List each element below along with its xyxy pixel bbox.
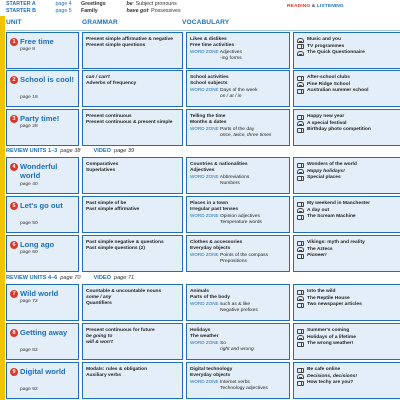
word-zone-item: Temperature words	[220, 220, 262, 225]
unit-row	[6, 323, 400, 360]
unit-page: page 40	[20, 182, 38, 187]
reading-listening-title: TV programmes	[307, 43, 345, 49]
vocabulary-list	[190, 240, 287, 265]
unit-title: Wild world	[20, 289, 59, 298]
reading-listening-item[interactable]	[297, 367, 398, 374]
word-zone-item: Opinion adjectives	[219, 214, 260, 219]
reading-listening-title: The Quick Questionnaire	[307, 50, 365, 56]
reading-listening-title: Decisions, decisions!	[307, 373, 358, 379]
reading-listening-item[interactable]	[297, 302, 398, 309]
grammar-list	[86, 75, 180, 87]
vocabulary-item: School subjects	[190, 81, 228, 86]
vocabulary-cell	[186, 32, 290, 69]
word-zone-item: Parts of the day	[219, 127, 255, 132]
reading-listening-list	[297, 328, 398, 348]
reading-listening-item[interactable]	[297, 328, 398, 335]
grammar-item: Past simple affirmative	[86, 207, 140, 212]
starter-grammar: have got	[126, 8, 149, 14]
starter-topic: Family	[80, 8, 98, 14]
vocabulary-list	[190, 289, 287, 314]
word-zone-line	[190, 174, 287, 181]
reading-listening-title: After-school clubs	[307, 75, 350, 80]
reading-listening-item[interactable]	[297, 214, 398, 221]
grammar-cell	[82, 157, 183, 194]
grammar-item: Superlatives	[86, 168, 116, 173]
unit-number-badge: 7	[10, 290, 18, 298]
starter-label: STARTER A	[6, 1, 36, 7]
unit-page: page 18	[20, 95, 38, 100]
unit-page: page 8	[20, 47, 35, 52]
vocabulary-list	[190, 162, 287, 187]
unit-number-badge: 1	[10, 38, 18, 46]
word-zone-item: once, twice, three times	[220, 133, 272, 138]
word-zone-item: Points of the compass	[219, 253, 269, 258]
word-zone-item: -ing forms	[220, 56, 242, 61]
reading-listening-title: Happy holidays!	[307, 168, 345, 174]
vocabulary-cell	[186, 157, 290, 194]
headphones-icon	[297, 208, 304, 213]
vocabulary-cell	[186, 196, 290, 233]
headphones-icon	[297, 374, 304, 379]
reading-listening-item[interactable]	[297, 114, 398, 121]
reading-listening-title: The Scream Machine	[307, 214, 356, 220]
unit-number-badge: 4	[10, 163, 18, 171]
grammar-item: will & won't	[86, 340, 113, 345]
reading-listening-title: Australian summer school	[307, 88, 369, 94]
headphones-icon	[297, 296, 304, 301]
reading-listening-title: A special festival	[307, 120, 347, 126]
headphones-icon	[297, 121, 304, 126]
unit-page: page 82	[20, 348, 38, 353]
reading-listening-item[interactable]	[297, 341, 398, 348]
word-zone-label: WORD ZONE	[190, 301, 219, 306]
video-label: VIDEO	[93, 148, 111, 154]
unit-title: Free time	[20, 37, 54, 46]
grammar-cell	[82, 196, 183, 233]
grammar-item: Present simple affirmative & negative	[86, 37, 173, 42]
unit-page: page 60	[20, 250, 38, 255]
unit-title: Wonderful world	[20, 162, 58, 180]
grammar-list	[86, 367, 180, 379]
grammar-item: some / any	[86, 295, 112, 300]
unit-cell[interactable]	[6, 157, 79, 194]
grammar-cell	[82, 109, 183, 146]
book-icon	[297, 342, 304, 347]
reading-listening-list	[297, 201, 398, 221]
header-amp: &	[311, 4, 316, 9]
headphones-icon	[297, 247, 304, 252]
vocabulary-list	[190, 114, 287, 139]
grammar-item: Past simple negative & questions	[86, 240, 164, 245]
vocabulary-item: Telling the time	[190, 114, 226, 119]
reading-listening-title: Pine Ridge School	[307, 81, 350, 87]
word-zone-line	[190, 379, 287, 386]
reading-listening-cell	[293, 323, 400, 360]
word-zone-item: Numbers	[220, 181, 240, 186]
reading-listening-item[interactable]	[297, 289, 398, 296]
vocabulary-cell	[186, 362, 290, 399]
vocabulary-item: The weather	[190, 334, 219, 339]
margin-bar	[0, 16, 5, 400]
reading-listening-title: Into the wild	[307, 289, 336, 294]
unit-title: School is cool!	[20, 75, 75, 84]
reading-listening-cell	[293, 70, 400, 107]
reading-listening-item[interactable]	[297, 240, 398, 247]
grammar-list	[86, 37, 180, 49]
unit-cell[interactable]	[6, 235, 79, 272]
vocabulary-cell	[186, 70, 290, 107]
word-zone-item: Days of the week	[219, 88, 258, 93]
vocabulary-item: Months & dates	[190, 120, 227, 125]
grammar-list	[86, 328, 180, 346]
headphones-icon	[297, 51, 304, 56]
reading-listening-item[interactable]	[297, 201, 398, 208]
reading-listening-title: Two newspaper articles	[307, 302, 362, 308]
book-icon	[297, 163, 304, 168]
word-zone-item: right and wrong	[220, 347, 254, 352]
reading-listening-title: How techy are you?	[307, 380, 354, 386]
word-zone-line	[190, 213, 287, 220]
reading-listening-item[interactable]	[297, 50, 398, 57]
unit-row	[6, 362, 400, 399]
video-page: page 71	[113, 275, 135, 281]
vocabulary-cell	[186, 323, 290, 360]
headphones-icon	[297, 335, 304, 340]
grammar-item: be going to	[86, 334, 113, 339]
vocabulary-item: Adjectives	[190, 168, 215, 173]
reading-listening-list	[297, 367, 398, 387]
unit-row	[6, 32, 400, 69]
video-label: VIDEO	[93, 275, 111, 281]
reading-listening-list	[297, 75, 398, 95]
grammar-cell	[82, 32, 183, 69]
vocabulary-cell	[186, 284, 290, 321]
unit-cell[interactable]	[6, 70, 79, 107]
grammar-item: Present continuous for future	[86, 328, 155, 333]
starter-label: STARTER B	[6, 8, 36, 14]
book-icon	[297, 89, 304, 94]
word-zone-line	[190, 340, 287, 347]
book-icon	[297, 76, 304, 81]
unit-title: Let's go out	[20, 201, 63, 210]
header-grammar: GRAMMAR	[82, 19, 118, 26]
grammar-item: Past simple of be	[86, 201, 127, 206]
grammar-item: Present simple questions	[86, 43, 146, 48]
vocabulary-item: Digital technology	[190, 367, 233, 372]
word-zone-item: Adjectives	[219, 50, 242, 55]
unit-page: page 28	[20, 124, 38, 129]
grammar-item: can / can't	[86, 75, 110, 80]
grammar-item: Modals: rules & obligation	[86, 367, 148, 372]
unit-number-badge: 6	[10, 241, 18, 249]
vocabulary-item: Clothes & accessories	[190, 240, 243, 245]
grammar-list	[86, 114, 180, 126]
unit-title: Digital world	[20, 367, 66, 376]
grammar-list	[86, 289, 180, 307]
grammar-item: Countable & uncountable nouns	[86, 289, 162, 294]
word-zone-item: Technology adjectives	[220, 386, 268, 391]
grammar-list	[86, 162, 180, 174]
reading-listening-title: The wrong weather!	[307, 341, 354, 347]
headphones-icon	[297, 38, 304, 43]
grammar-item: Comparatives	[86, 162, 119, 167]
word-zone-line	[190, 252, 287, 259]
word-zone-label: WORD ZONE	[190, 379, 219, 384]
word-zone-item: on / at / in	[220, 94, 242, 99]
book-icon	[297, 176, 304, 181]
unit-page: page 72	[20, 299, 38, 304]
word-zone-line	[190, 301, 287, 308]
review-row[interactable]	[6, 275, 400, 284]
vocabulary-list	[190, 201, 287, 226]
review-row[interactable]	[6, 148, 400, 157]
unit-row	[6, 157, 400, 194]
vocabulary-item: Parts of the body	[190, 295, 230, 300]
vocabulary-item: Holidays	[190, 328, 211, 333]
grammar-item: Adverbs of frequency	[86, 81, 137, 86]
unit-row	[6, 196, 400, 233]
header-reading-listening	[287, 4, 398, 15]
grammar-list	[86, 201, 180, 213]
unit-cell[interactable]	[6, 362, 79, 399]
word-zone-label: WORD ZONE	[190, 340, 219, 345]
grammar-cell	[82, 323, 183, 360]
book-icon	[297, 290, 304, 295]
vocabulary-item: School activities	[190, 75, 229, 80]
word-zone-line	[190, 87, 287, 94]
reading-listening-title: Pioneer!	[307, 253, 327, 259]
review-page: page 70	[60, 275, 81, 281]
starter-topic: Greetings	[80, 1, 106, 7]
vocabulary-item: Everyday objects	[190, 246, 231, 251]
unit-row	[6, 235, 400, 272]
reading-listening-title: Be cafe online	[307, 367, 341, 372]
unit-number-badge: 3	[10, 115, 18, 123]
reading-listening-cell	[293, 235, 400, 272]
reading-listening-list	[297, 37, 398, 57]
reading-listening-title: Music and you	[307, 37, 341, 42]
reading-listening-item[interactable]	[297, 127, 398, 134]
reading-listening-item[interactable]	[297, 162, 398, 169]
reading-listening-title: A day out	[307, 207, 330, 213]
reading-listening-title: Vikings: myth and reality	[307, 240, 365, 245]
vocabulary-list	[190, 328, 287, 353]
header-reading: READING	[287, 4, 311, 9]
grammar-cell	[82, 70, 183, 107]
reading-listening-cell	[293, 196, 400, 233]
starter-b-row	[6, 8, 181, 14]
reading-listening-item[interactable]	[297, 37, 398, 44]
book-icon	[297, 44, 304, 49]
word-zone-label: WORD ZONE	[190, 213, 219, 218]
headphones-icon	[297, 82, 304, 87]
vocabulary-list	[190, 367, 287, 392]
unit-row	[6, 70, 400, 107]
grammar-item: Auxiliary verbs	[86, 373, 122, 378]
vocabulary-cell	[186, 235, 290, 272]
reading-listening-title: Happy new year	[307, 114, 345, 119]
headphones-icon	[297, 169, 304, 174]
vocabulary-cell	[186, 109, 290, 146]
starter-a-row	[6, 1, 177, 7]
word-zone-item: So	[219, 341, 226, 346]
header-vocabulary: VOCABULARY	[182, 19, 230, 26]
unit-title: Getting away	[20, 328, 68, 337]
grammar-list	[86, 240, 180, 252]
starter-grammar: be	[126, 1, 133, 7]
word-zone-line	[190, 49, 287, 56]
word-zone-item: Negative prefixes	[220, 308, 258, 313]
vocabulary-item: Animals	[190, 289, 210, 294]
reading-listening-cell	[293, 157, 400, 194]
vocabulary-list	[190, 75, 287, 100]
vocabulary-item: Everyday objects	[190, 373, 231, 378]
word-zone-label: WORD ZONE	[190, 87, 219, 92]
vocabulary-item: Irregular past tenses	[190, 207, 239, 212]
grammar-item: Quantifiers	[86, 301, 112, 306]
book-icon	[297, 215, 304, 220]
reading-listening-title: My weekend in Manchester	[307, 201, 371, 206]
reading-listening-title: Special places	[307, 175, 341, 181]
book-icon	[297, 303, 304, 308]
vocabulary-item: Countries & nationalities	[190, 162, 248, 167]
video-page: page 39	[113, 148, 135, 154]
reading-listening-item[interactable]	[297, 175, 398, 182]
word-zone-item: such as & like	[219, 302, 251, 307]
book-icon	[297, 368, 304, 373]
reading-listening-cell	[293, 362, 400, 399]
book-icon	[297, 115, 304, 120]
book-icon	[297, 241, 304, 246]
starter-page: page 5	[55, 8, 72, 14]
unit-row	[6, 284, 400, 321]
word-zone-item: Abbreviations	[219, 175, 250, 180]
unit-page: page 50	[20, 221, 38, 226]
reading-listening-cell	[293, 109, 400, 146]
reading-listening-list	[297, 289, 398, 309]
starter-grammar-detail: : Subject pronouns	[132, 1, 177, 7]
reading-listening-item[interactable]	[297, 380, 398, 387]
word-zone-item: Prepositions	[220, 259, 247, 264]
word-zone-label: WORD ZONE	[190, 252, 219, 257]
grammar-item: Past simple questions (2)	[86, 246, 145, 251]
reading-listening-cell	[293, 32, 400, 69]
header-listening: LISTENING	[316, 4, 344, 9]
starter-page: page 4	[55, 1, 72, 7]
reading-listening-title: Holidays of a lifetime	[307, 334, 356, 340]
reading-listening-item[interactable]	[297, 88, 398, 95]
vocabulary-list	[190, 37, 287, 62]
unit-number-badge: 9	[10, 368, 18, 376]
word-zone-label: WORD ZONE	[190, 174, 219, 179]
unit-cell[interactable]	[6, 284, 79, 321]
unit-number-badge: 8	[10, 329, 18, 337]
reading-listening-title: The Reptile House	[307, 295, 350, 301]
review-label: REVIEW UNITS 4–6	[6, 275, 58, 281]
reading-listening-title: Summer's coming	[307, 328, 350, 333]
reading-listening-list	[297, 240, 398, 260]
unit-cell[interactable]	[6, 323, 79, 360]
grammar-cell	[82, 362, 183, 399]
book-icon	[297, 254, 304, 259]
grammar-item: Present continuous	[86, 114, 132, 119]
review-page: page 38	[60, 148, 81, 154]
unit-cell[interactable]	[6, 32, 79, 69]
reading-listening-title: The Aztecs	[307, 246, 333, 252]
grammar-cell	[82, 284, 183, 321]
grammar-item: Present continuous & present simple	[86, 120, 173, 125]
unit-title: Party time!	[20, 114, 60, 123]
word-zone-label: WORD ZONE	[190, 126, 219, 131]
review-label: REVIEW UNITS 1–3	[6, 148, 58, 154]
unit-row	[6, 109, 400, 146]
reading-listening-title: Birthday photo competition	[307, 127, 371, 133]
unit-cell[interactable]	[6, 109, 79, 146]
reading-listening-item[interactable]	[297, 253, 398, 260]
reading-listening-title: Wonders of the world	[307, 162, 357, 167]
grammar-cell	[82, 235, 183, 272]
reading-listening-cell	[293, 284, 400, 321]
word-zone-item: Internet verbs	[219, 380, 250, 385]
word-zone-line	[190, 126, 287, 133]
unit-number-badge: 2	[10, 76, 18, 84]
starter-grammar-detail: : Possessives	[148, 8, 181, 14]
unit-number-badge: 5	[10, 202, 18, 210]
reading-listening-list	[297, 114, 398, 134]
vocabulary-item: Free time activities	[190, 43, 235, 48]
reading-listening-list	[297, 162, 398, 182]
book-icon	[297, 128, 304, 133]
vocabulary-item: Likes & dislikes	[190, 37, 227, 42]
vocabulary-item: Places in a town	[190, 201, 229, 206]
header-unit: UNIT	[6, 19, 22, 26]
unit-title: Long ago	[20, 240, 55, 249]
header-divider	[6, 30, 400, 31]
word-zone-label: WORD ZONE	[190, 49, 219, 54]
book-icon	[297, 202, 304, 207]
unit-cell[interactable]	[6, 196, 79, 233]
reading-listening-item[interactable]	[297, 75, 398, 82]
book-icon	[297, 329, 304, 334]
unit-page: page 92	[20, 387, 38, 392]
book-icon	[297, 381, 304, 386]
